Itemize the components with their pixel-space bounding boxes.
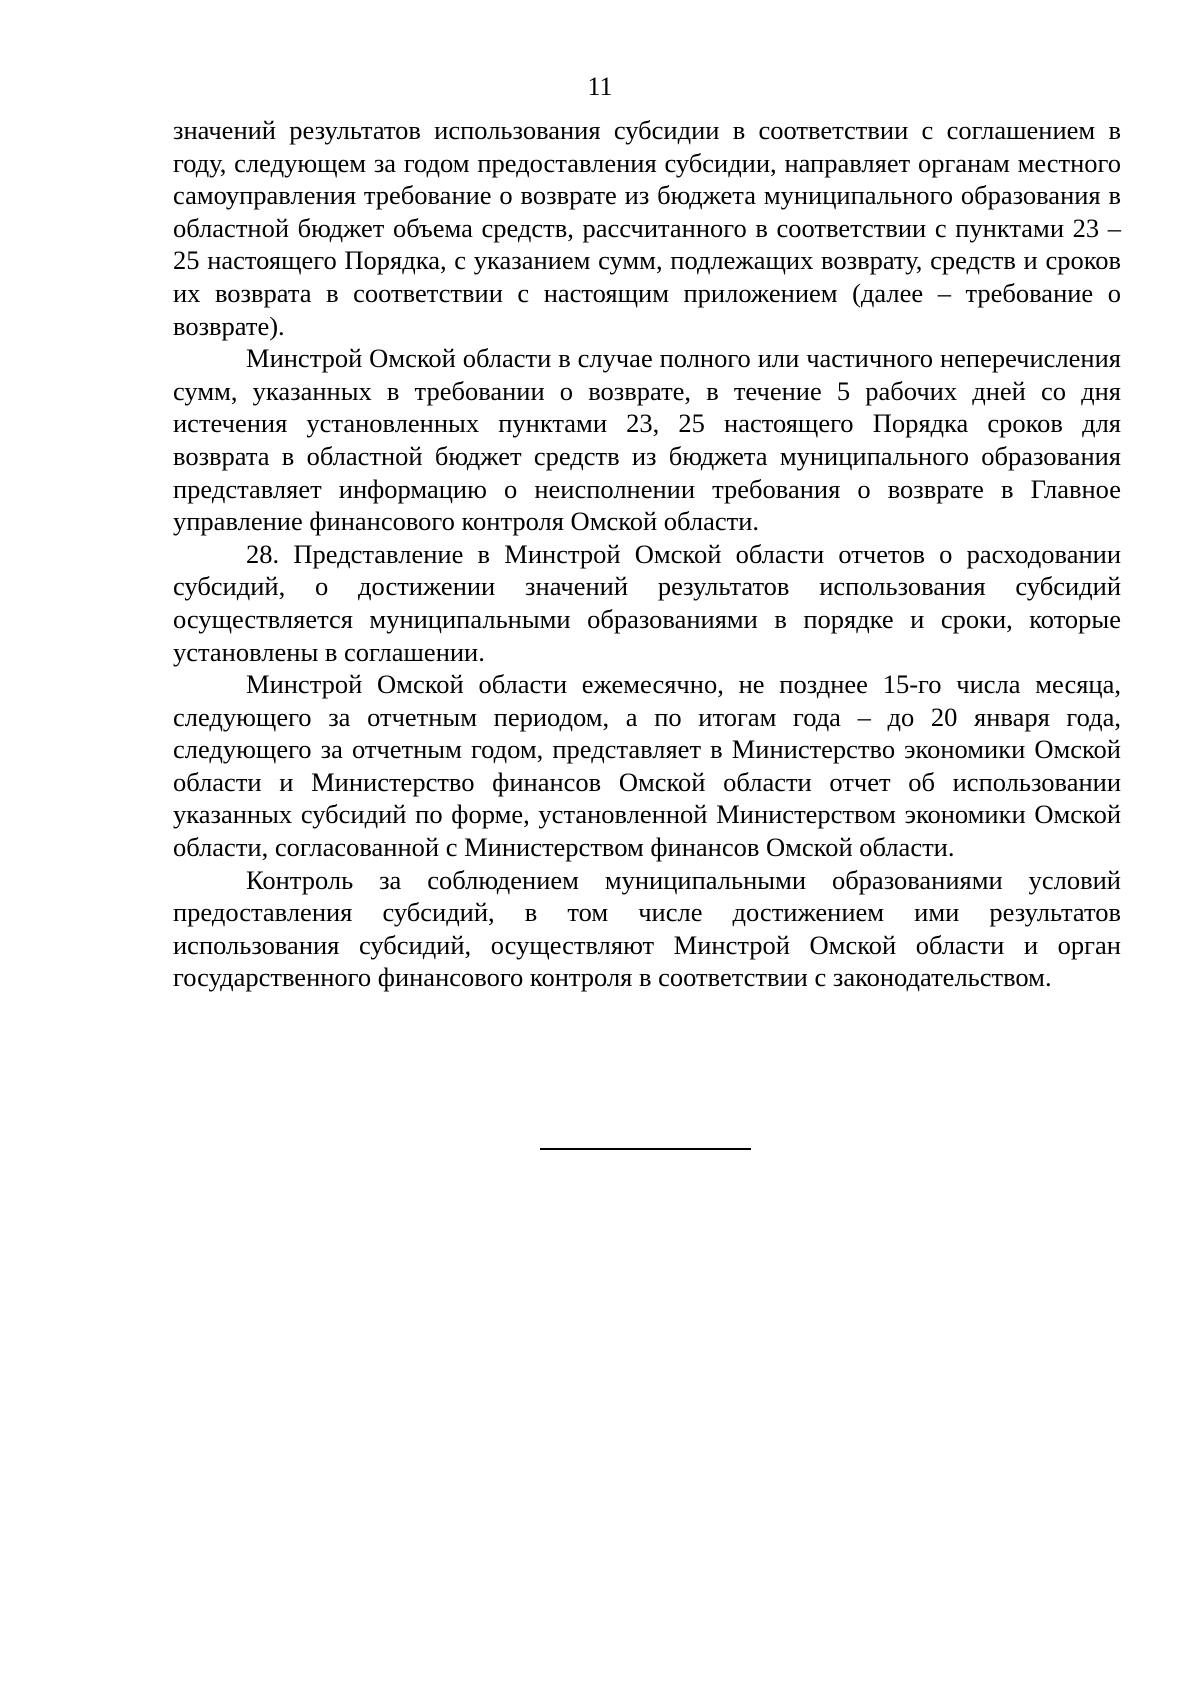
- paragraph-nonpayment-info: Минстрой Омской области в случае полного или частичного неперечисления сумм, указанных в требовании о возврате, в течение 5 рабочих дней со дня истечения установленных пунктами 23, 25 настоящего Порядка сроков для возврата в областной бюджет средств из бюджета муниципального образования представляет информацию о неисполнении требования о возврате в Главное управление финансового контроля Омской области.: [173, 343, 1121, 537]
- paragraph-control: Контроль за соблюдением муниципальными образованиями условий предоставления субсидий, в том числе достижением ими результатов использования субсидий, осуществляют Минстрой Омской области и орган государственного финансового контроля в соответствии с законодательством.: [173, 864, 1121, 993]
- paragraph-monthly-report: Минстрой Омской области ежемесячно, не позднее 15-го числа месяца, следующего за отчетным периодом, а по итогам года – до 20 января года, следующего за отчетным годом, представляет в Министерство экономики Омской области и Министерство финансов Омской области отчет об использовании указанных субсидий по форме, установленной Министерством экономики Омской области, согласованной с Министерством финансов Омской области.: [173, 669, 1121, 863]
- page-number: 11: [587, 72, 613, 101]
- end-divider: [540, 1148, 751, 1150]
- paragraph-continuation: значений результатов использования субсидии в соответствии с соглашением в году, следующем за годом предоставления субсидии, направляет органам местного самоуправления требование о возврате из бюджета муниципального образования в областной бюджет объема средств, рассчитанного в соответствии с пунктами 23 – 25 настоящего Порядка, с указанием сумм, подлежащих возврату, средств и сроков их возврата в соответствии с настоящим приложением (далее – требование о возврате).: [173, 115, 1121, 341]
- document-body: [173, 114, 1121, 994]
- paragraph-item-28: 28. Представление в Минстрой Омской области отчетов о расходовании субсидий, о достижении значений результатов использования субсидий осуществляется муниципальными образованиями в порядке и сроки, которые установлены в соглашении.: [173, 538, 1121, 667]
